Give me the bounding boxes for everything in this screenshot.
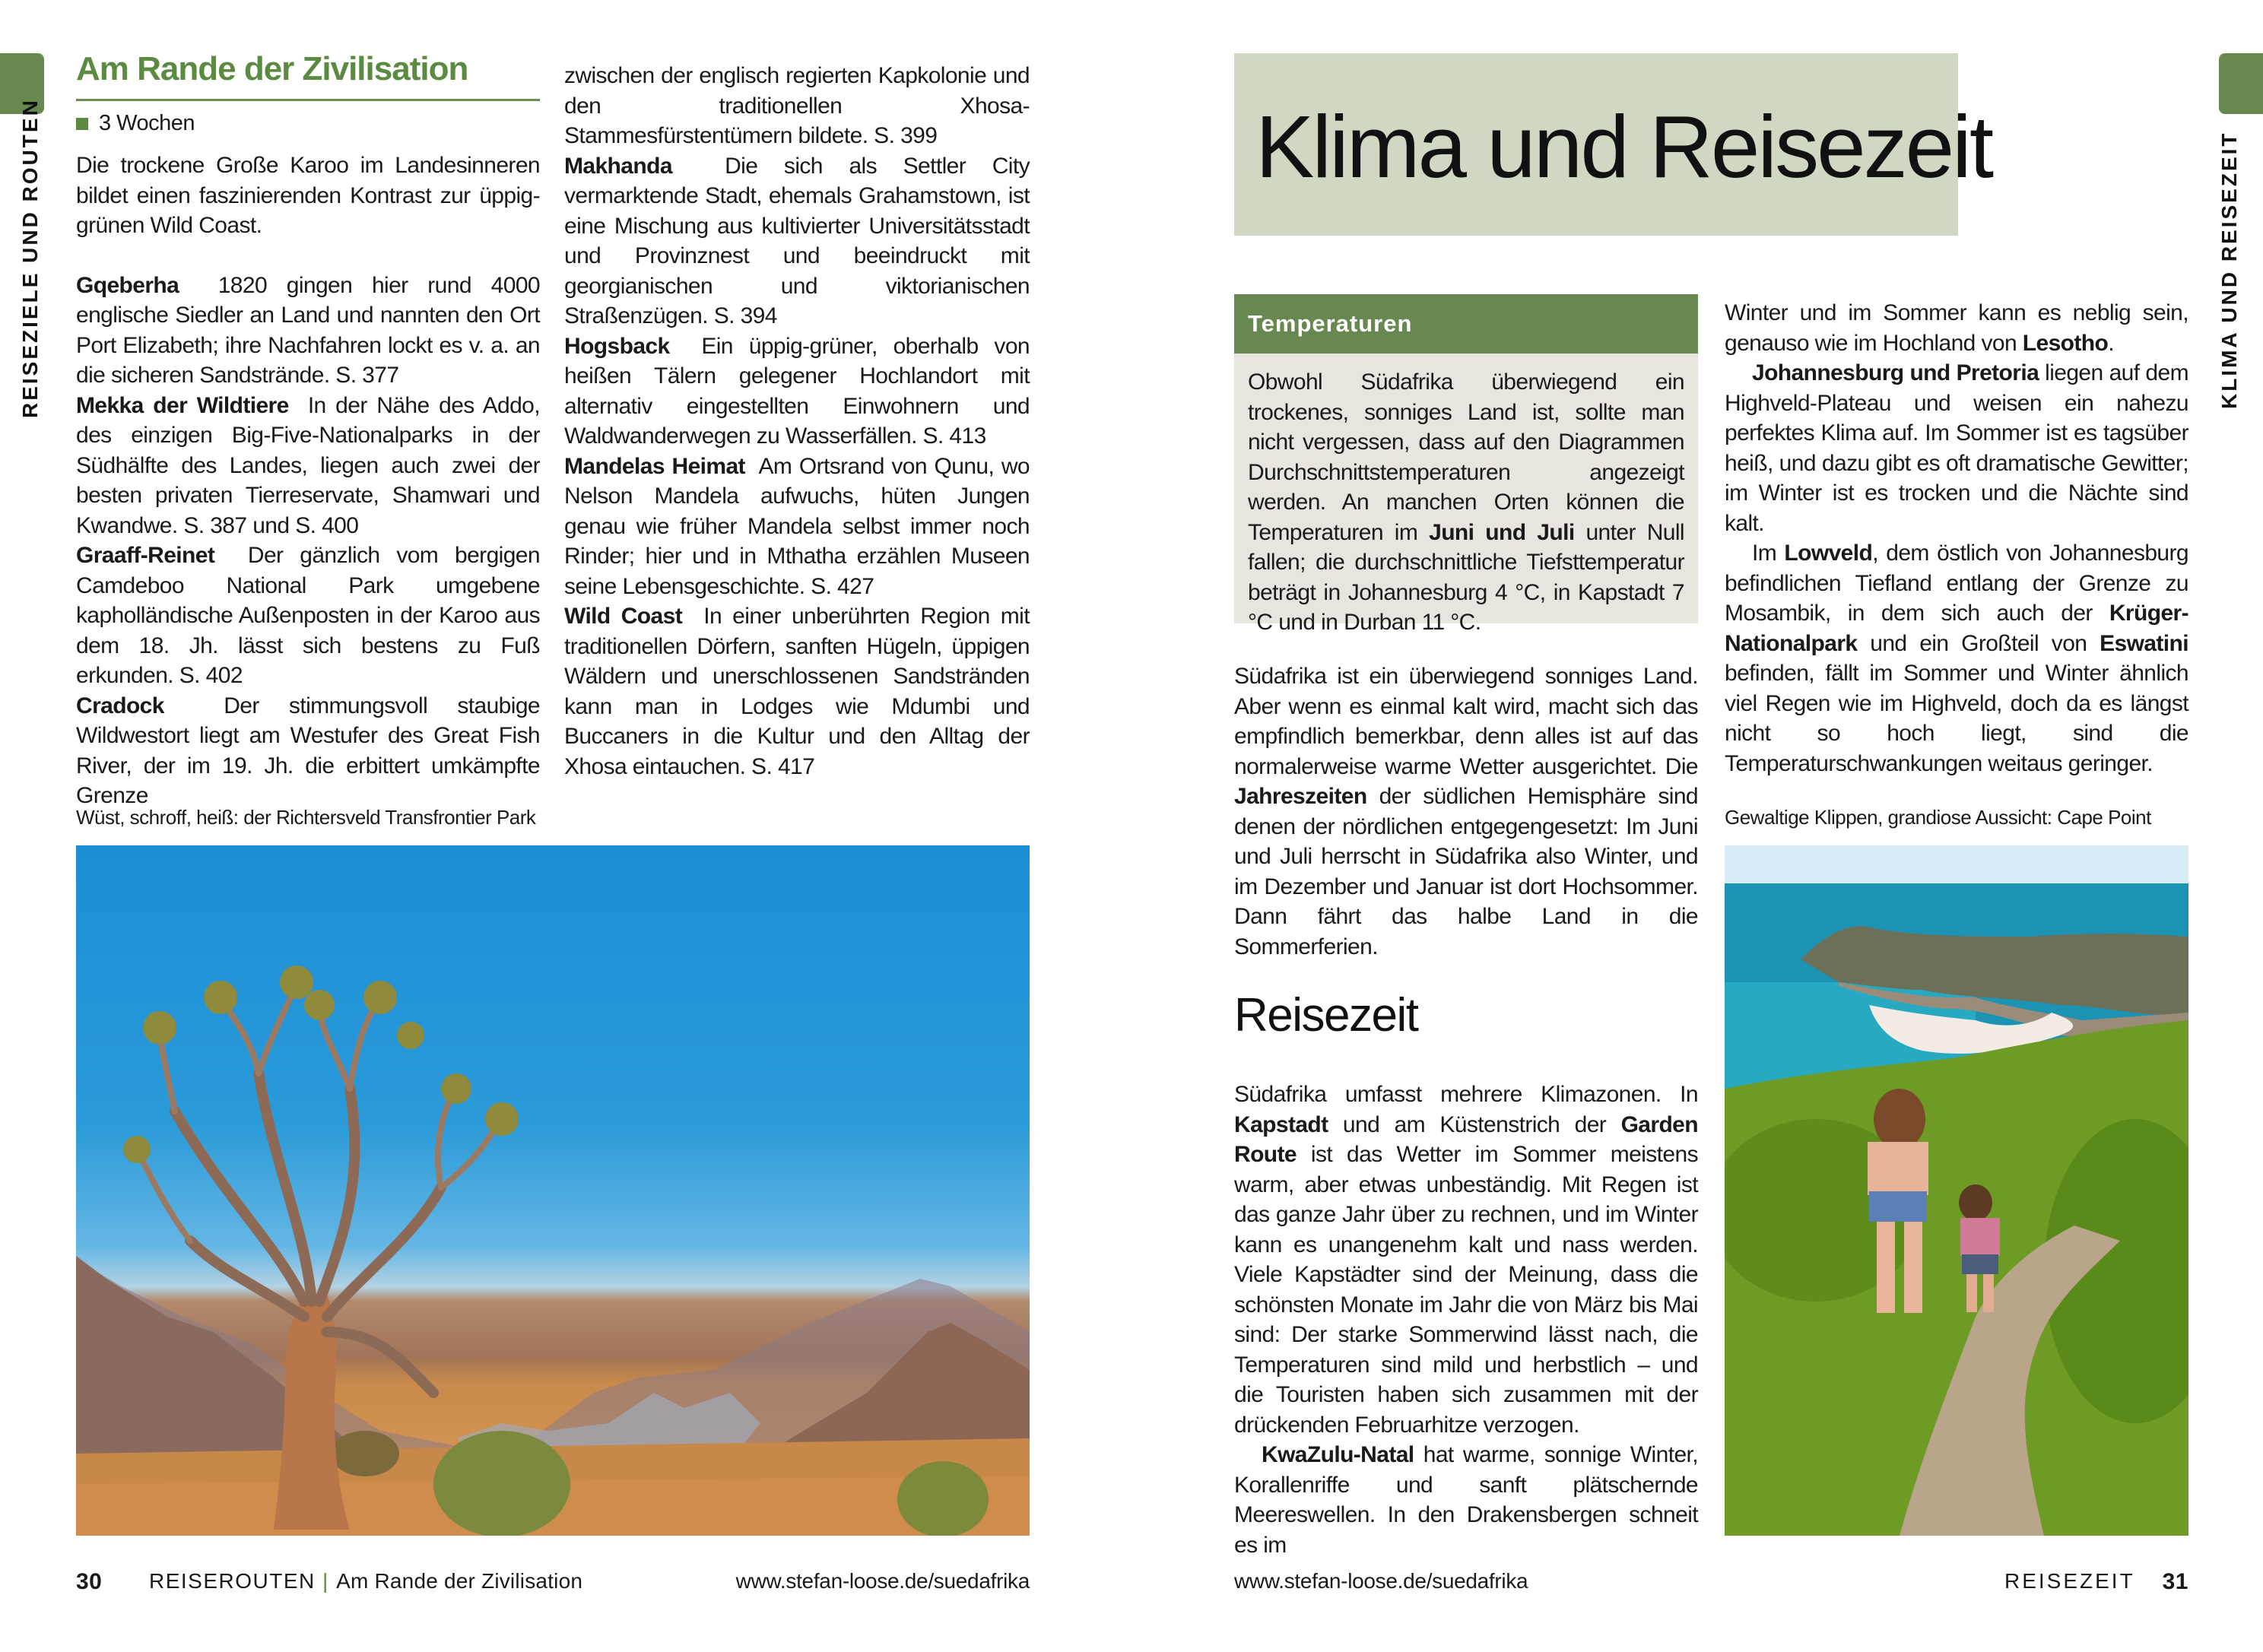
entry-title: Mandelas Heimat — [564, 453, 745, 479]
reisezeit-heading: Reisezeit — [1234, 989, 1418, 1042]
entry-mekka: Mekka der Wildtiere In der Nähe des Addo, des einzigen Big-Five-Nationalparks in der Südhälfte des Landes, liegen auch zwei der besten privaten Tierreservate, Shamwari und Kwandwe. S. 387 und S. 400 — [76, 392, 540, 538]
lowveld-paragraph: Im Lowveld, dem östlich von Johannesburg befindlichen Tiefland entlang der Grenze zu Mosambik, in dem sich auch der Krüger-Nationalpark und ein Großteil von Eswatini befinden, fällt im Sommer und Winter ähnlich viel Regen wie im Highveld, doch da es längst nicht so hoch liegt, sind die Temperaturschwankungen weitaus geringer. — [1725, 541, 2188, 776]
entry-title: Makhanda — [564, 153, 672, 179]
lesotho-paragraph: Winter und im Sommer kann es neblig sein, genauso wie im Hochland von Lesotho. — [1725, 300, 2188, 356]
entry-title: Mekka der Wildtiere — [76, 392, 289, 418]
climate-intro: Südafrika ist ein überwiegend sonniges Land. Aber wenn es einmal kalt wird, macht sich das empfindlich bemerkbar, denn alles ist auf das normalerweise warme Wetter ausgerichtet. Die Jahreszeiten der südlichen Hemisphäre sind denen der nördlichen entgegengesetzt: Im Juni und Juli herrscht in Südafrika also Winter, und im Dezember und Januar ist dort Hochsommer. Dann fährt das halbe Land in die Sommerferien. — [1234, 664, 1698, 959]
left-footer — [76, 1569, 1030, 1597]
duration-badge — [76, 111, 195, 136]
entry-title: Cradock — [76, 693, 164, 718]
right-photo-caption: Gewaltige Klippen, grandiose Aussicht: Cape Point — [1725, 806, 2151, 829]
chapter-title-box — [1234, 53, 1992, 236]
section-title: Am Rande der Zivilisation — [76, 50, 468, 87]
entry-makhanda: Makhanda Die sich als Settler City vermarktende Stadt, ehemals Grahamstown, ist eine Mischung aus kultivierter Universitätsstadt und Provinznest und beeindruckt mit georgianischen und viktorianischen Straßenzügen. S. 394 — [564, 153, 1030, 328]
left-column-2 — [564, 61, 1030, 782]
temperature-box-text: Obwohl Südafrika überwiegend ein trockenes, sonniges Land ist, sollte man nicht vergessen, dass auf den Diagrammen Durchschnittstemperaturen angezeigt werden. An manchen Orten können die Temperaturen im Juni und Juli unter Null fallen; die durchschnittliche Tiefsttemperatur beträgt in Johannesburg 4 °C, in Kapstadt 7 °C und in Durban 11 °C. — [1248, 369, 1684, 635]
reisezeit-paragraph-1: Südafrika umfasst mehrere Klimazonen. In Kapstadt und am Küstenstrich der Garden Route ist das Wetter im Sommer meistens warm, aber etwas unbeständig. Mit Regen ist das ganze Jahr über zu rechnen, und im Winter kann es unangenehm kalt und nass werden. Viele Kapstädter sind der Meinung, dass die schönsten Monate im Jahr die von März bis Mai sind: Der starke Sommerwind lässt nach, die Temperaturen sind mild und herbstlich – und die Touristen haben sich zusammen mit der drückenden Februarhitze verzogen. — [1234, 1082, 1698, 1438]
entry-gqeberha: Gqeberha 1820 gingen hier rund 4000 englische Siedler an Land und nannten den Ort Port Elizabeth; ihre Nachfahren lockt es v. a. an die sicheren Sandstrände. S. 377 — [76, 272, 540, 388]
footer-separator: | — [322, 1569, 329, 1593]
left-column-1 — [76, 151, 540, 811]
right-section-tab — [2219, 53, 2263, 114]
right-footer-section: REISEZEIT — [2004, 1569, 2135, 1593]
intro-paragraph: Die trockene Große Karoo im Landesinneren bildet einen faszinierenden Kontrast zur üppig-grünen Wild Coast. — [76, 153, 540, 238]
entry-title: Wild Coast — [564, 604, 683, 629]
right-footer-url[interactable]: www.stefan-loose.de/suedafrika — [1234, 1569, 1528, 1593]
right-vertical-section-label: KLIMA UND REISEZEIT — [2217, 131, 2241, 409]
square-bullet-icon — [76, 118, 88, 130]
right-page-number: 31 — [2162, 1569, 2188, 1594]
entry-wild-coast: Wild Coast In einer unberührten Region mit traditionellen Dörfern, sanften Hügeln, üppigen Wäldern und unerschlossenen Sandstränden kann man in Lodges wie Mdumbi und Buccaners in die Kultur und den Alltag der Xhosa eintauchen. S. 417 — [564, 604, 1030, 779]
cradock-continuation: zwischen der englisch regierten Kapkolonie und den traditionellen Xhosa-Stammesfürstentümern bildete. S. 399 — [564, 63, 1030, 148]
duration-text: 3 Wochen — [99, 111, 195, 135]
chapter-title: Klima und Reisezeit — [1255, 97, 1992, 196]
left-page-number: 30 — [76, 1569, 103, 1594]
entry-title: Hogsback — [564, 333, 670, 359]
right-column-2 — [1725, 298, 2188, 778]
highveld-paragraph: Johannesburg und Pretoria liegen auf dem Highveld-Plateau und weisen ein nahezu perfektes Klima auf. Im Sommer ist es tagsüber heiß, und dazu gibt es oft dramatische Gewitter; im Winter ist es trocken und die Nächte sind kalt. — [1725, 360, 2188, 536]
entry-mandelas-heimat: Mandelas Heimat Am Ortsrand von Qunu, wo Nelson Mandela aufwuchs, hüten Jungen genau wie früher Mandela selbst immer noch Rinder; hier und in Mthatha erzählen Museen seine Lebensgeschichte. S. 427 — [564, 453, 1030, 599]
entry-title: Graaff-Reinet — [76, 543, 215, 568]
title-rule — [76, 99, 540, 101]
reisezeit-text — [1234, 1080, 1698, 1560]
temperature-info-box — [1234, 294, 1698, 635]
desert-photo — [76, 845, 1030, 1536]
right-footer — [1234, 1569, 2188, 1597]
left-footer-url[interactable]: www.stefan-loose.de/suedafrika — [735, 1569, 1030, 1593]
entry-hogsback: Hogsback Ein üppig-grüner, oberhalb von heißen Tälern gelegener Hochlandort mit alternativ eingestellten Einwohnern und Waldwanderwegen zu Wasserfällen. S. 413 — [564, 333, 1030, 449]
cape-point-photo — [1725, 845, 2188, 1536]
entry-title: Gqeberha — [76, 272, 179, 298]
entry-cradock: Cradock Der stimmungsvoll staubige Wildwestort liegt am Westufer des Great Fish River, der im 19. Jh. die erbittert umkämpfte Grenze — [76, 693, 540, 808]
left-photo-caption: Wüst, schroff, heiß: der Richtersveld Transfrontier Park — [76, 806, 536, 829]
left-footer-section: REISEROUTEN | Am Rande der Zivilisation — [149, 1569, 583, 1593]
entry-graaff-reinet: Graaff-Reinet Der gänzlich vom bergigen Camdeboo National Park umgebene kapholländische Außenposten in der Karoo aus dem 18. Jh. lässt sich bestens zu Fuß erkunden. S. 402 — [76, 543, 540, 688]
reisezeit-paragraph-2: KwaZulu-Natal hat warme, sonnige Winter, Korallenriffe und sanft plätschernde Meereswellen. In den Drakensbergen schneit es im — [1234, 1442, 1698, 1558]
quiver-tree-landscape-image — [76, 845, 1030, 1536]
temperature-box-header: Temperaturen — [1234, 294, 1698, 354]
left-vertical-section-label: REISEZIELE UND ROUTEN — [18, 98, 42, 418]
cape-point-coast-image — [1725, 845, 2188, 1536]
